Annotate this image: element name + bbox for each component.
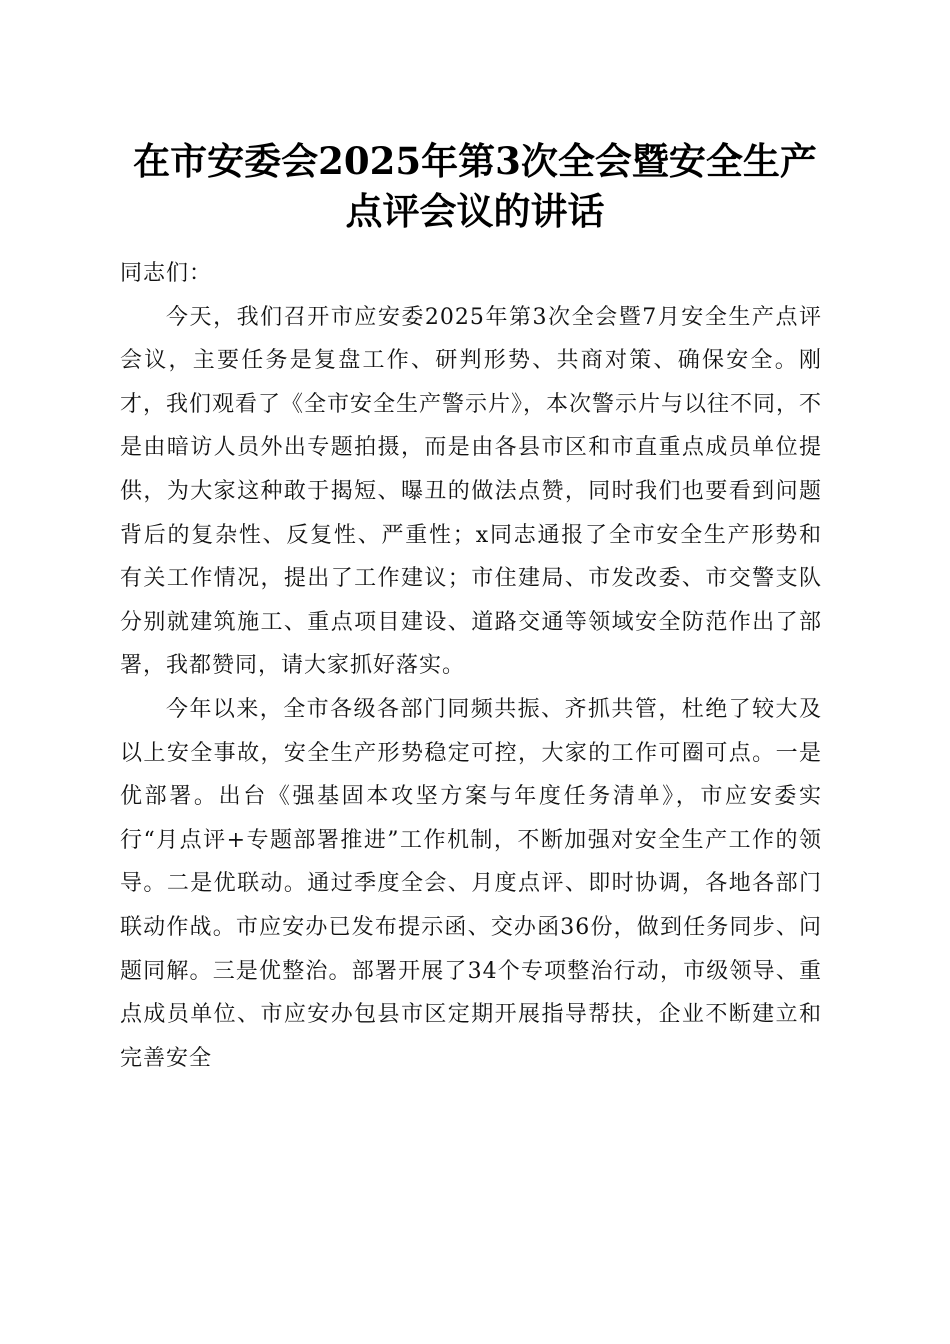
document-title: 在市安委会2025年第3次全会暨安全生产点评会议的讲话 <box>133 139 817 233</box>
paragraph: 今年以来，全市各级各部门同频共振、齐抓共管，杜绝了较大及以上安全事故，安全生产形势稳定可控，大家的工作可圈可点。一是优部署。出台《强基固本攻坚方案与年度任务清单》，市应安委实行“月点评+专题部署推进”工作机制，不断加强对安全生产工作的领导。二是优联动。通过季度全会、月度点评、即时协调，各地各部门联动作战。市应安办已发布提示函、交办函36份，做到任务同步、问题同解。三是优整治。部署开展了34个专项整治行动，市级领导、重点成员单位、市应安办包县市区定期开展指导帮扶，企业不断建立和完善安全 <box>120 696 822 1071</box>
salutation: 同志们： <box>120 261 213 286</box>
document-body <box>120 252 822 1080</box>
paragraph: 今天，我们召开市应安委2025年第3次全会暨7月安全生产点评会议，主要任务是复盘工作、研判形势、共商对策、确保安全。刚才，我们观看了《全市安全生产警示片》，本次警示片与以往不同，不是由暗访人员外出专题拍摄，而是由各县市区和市直重点成员单位提供，为大家这种敢于揭短、曝丑的做法点赞，同时我们也要看到问题背后的复杂性、反复性、严重性；x同志通报了全市安全生产形势和有关工作情况，提出了工作建议；市住建局、市发改委、市交警支队分别就建筑施工、重点项目建设、道路交通等领域安全防范作出了部署，我都赞同，请大家抓好落实。 <box>120 304 823 679</box>
